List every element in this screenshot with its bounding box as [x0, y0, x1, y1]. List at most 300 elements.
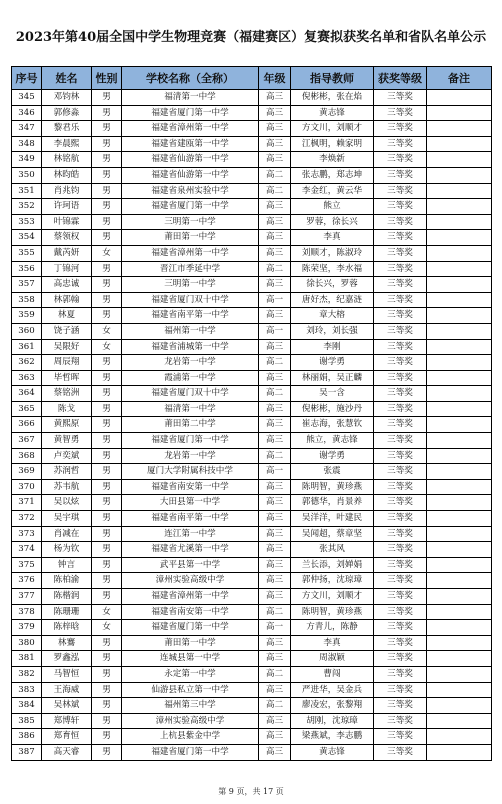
- cell-school: 武平县第一中学: [122, 557, 259, 573]
- cell-school: 福建省厦门双十中学: [122, 386, 259, 402]
- cell-gender: 男: [92, 651, 122, 667]
- cell-index: 387: [12, 744, 42, 760]
- cell-grade: 高二: [259, 698, 291, 714]
- cell-school: 漳州实验高级中学: [122, 713, 259, 729]
- table-row: [12, 245, 492, 261]
- cell-index: 347: [12, 121, 42, 137]
- cell-grade: 高三: [259, 277, 291, 293]
- cell-grade: 高三: [259, 744, 291, 760]
- cell-name: 陈戈: [42, 401, 92, 417]
- table-row: [12, 511, 492, 527]
- column-header-name: 姓名: [42, 67, 92, 90]
- cell-index: 351: [12, 183, 42, 199]
- cell-index: 367: [12, 433, 42, 449]
- cell-grade: 高一: [259, 464, 291, 480]
- cell-gender: 男: [92, 698, 122, 714]
- cell-index: 382: [12, 666, 42, 682]
- cell-name: 林鶱: [42, 635, 92, 651]
- cell-name: 高天睿: [42, 744, 92, 760]
- cell-name: 饶子涵: [42, 323, 92, 339]
- cell-school: 福建省厦门第一中学: [122, 105, 259, 121]
- cell-teacher: 陈荣坚，李水福: [291, 261, 374, 277]
- cell-grade: 高三: [259, 121, 291, 137]
- cell-award: 三等奖: [374, 479, 427, 495]
- cell-index: 377: [12, 589, 42, 605]
- table-row: [12, 698, 492, 714]
- cell-school: 大田县第一中学: [122, 495, 259, 511]
- cell-name: 郑博轩: [42, 713, 92, 729]
- cell-school: 福建省厦门双十中学: [122, 292, 259, 308]
- cell-gender: 男: [92, 635, 122, 651]
- cell-index: 346: [12, 105, 42, 121]
- cell-award: 三等奖: [374, 370, 427, 386]
- cell-award: 三等奖: [374, 214, 427, 230]
- cell-award: 三等奖: [374, 339, 427, 355]
- cell-gender: 女: [92, 339, 122, 355]
- cell-award: 三等奖: [374, 230, 427, 246]
- cell-teacher: 张志鹏，郑志坤: [291, 167, 374, 183]
- cell-gender: 男: [92, 666, 122, 682]
- cell-remarks: [427, 323, 492, 339]
- cell-award: 三等奖: [374, 573, 427, 589]
- cell-grade: 高二: [259, 604, 291, 620]
- cell-name: 毕哲晖: [42, 370, 92, 386]
- table-row: [12, 526, 492, 542]
- table-row: [12, 479, 492, 495]
- cell-remarks: [427, 277, 492, 293]
- cell-gender: 男: [92, 90, 122, 106]
- cell-name: 林夏: [42, 308, 92, 324]
- cell-gender: 男: [92, 261, 122, 277]
- cell-award: 三等奖: [374, 511, 427, 527]
- cell-teacher: 陈明智，黄珍燕: [291, 604, 374, 620]
- cell-school: 莆田第二中学: [122, 417, 259, 433]
- cell-teacher: 廖凌宏，张黎翔: [291, 698, 374, 714]
- cell-teacher: 罗蓉，徐长兴: [291, 214, 374, 230]
- cell-grade: 高三: [259, 729, 291, 745]
- cell-school: 福建省仙游第一中学: [122, 152, 259, 168]
- cell-school: 三明第一中学: [122, 214, 259, 230]
- cell-index: 372: [12, 511, 42, 527]
- cell-index: 368: [12, 448, 42, 464]
- cell-name: 杨为钦: [42, 542, 92, 558]
- cell-grade: 高二: [259, 448, 291, 464]
- cell-gender: 男: [92, 401, 122, 417]
- cell-grade: 高三: [259, 339, 291, 355]
- table-row: [12, 90, 492, 106]
- cell-index: 369: [12, 464, 42, 480]
- column-header-teacher: 指导教师: [291, 67, 374, 90]
- table-row: [12, 666, 492, 682]
- column-header-school: 学校名称（全称）: [122, 67, 259, 90]
- cell-remarks: [427, 479, 492, 495]
- cell-award: 三等奖: [374, 417, 427, 433]
- table-row: [12, 339, 492, 355]
- cell-award: 三等奖: [374, 199, 427, 215]
- cell-remarks: [427, 355, 492, 371]
- cell-school: 永定第一中学: [122, 666, 259, 682]
- cell-school: 龙岩第一中学: [122, 448, 259, 464]
- cell-school: 连城县第一中学: [122, 651, 259, 667]
- cell-teacher: 严进华，吴金兵: [291, 682, 374, 698]
- cell-name: 罗鑫泓: [42, 651, 92, 667]
- cell-grade: 高三: [259, 495, 291, 511]
- cell-index: 359: [12, 308, 42, 324]
- cell-school: 莆田第一中学: [122, 635, 259, 651]
- cell-gender: 女: [92, 245, 122, 261]
- cell-award: 三等奖: [374, 401, 427, 417]
- cell-teacher: 李刚: [291, 339, 374, 355]
- cell-index: 386: [12, 729, 42, 745]
- cell-school: 福建省南安第一中学: [122, 479, 259, 495]
- cell-index: 378: [12, 604, 42, 620]
- table-row: [12, 277, 492, 293]
- cell-grade: 高三: [259, 401, 291, 417]
- cell-award: 三等奖: [374, 495, 427, 511]
- cell-name: 黄智勇: [42, 433, 92, 449]
- cell-teacher: 唐好杰，纪嘉涟: [291, 292, 374, 308]
- cell-index: 350: [12, 167, 42, 183]
- cell-index: 357: [12, 277, 42, 293]
- cell-name: 黄熙原: [42, 417, 92, 433]
- cell-remarks: [427, 651, 492, 667]
- cell-grade: 高一: [259, 323, 291, 339]
- cell-index: 361: [12, 339, 42, 355]
- cell-school: 福建省厦门第一中学: [122, 199, 259, 215]
- cell-index: 370: [12, 479, 42, 495]
- cell-award: 三等奖: [374, 464, 427, 480]
- cell-grade: 高三: [259, 152, 291, 168]
- cell-gender: 男: [92, 152, 122, 168]
- cell-award: 三等奖: [374, 542, 427, 558]
- table-row: [12, 167, 492, 183]
- cell-school: 连江第一中学: [122, 526, 259, 542]
- cell-school: 福清第一中学: [122, 401, 259, 417]
- cell-remarks: [427, 167, 492, 183]
- table-row: [12, 292, 492, 308]
- table-row: [12, 604, 492, 620]
- cell-index: 355: [12, 245, 42, 261]
- cell-gender: 男: [92, 557, 122, 573]
- cell-grade: 高二: [259, 386, 291, 402]
- column-header-gender: 性别: [92, 67, 122, 90]
- cell-gender: 男: [92, 370, 122, 386]
- cell-gender: 男: [92, 464, 122, 480]
- cell-grade: 高二: [259, 666, 291, 682]
- cell-grade: 高三: [259, 479, 291, 495]
- cell-index: 345: [12, 90, 42, 106]
- cell-grade: 高三: [259, 417, 291, 433]
- cell-gender: 男: [92, 479, 122, 495]
- cell-remarks: [427, 183, 492, 199]
- cell-gender: 男: [92, 729, 122, 745]
- cell-name: 邓钧林: [42, 90, 92, 106]
- cell-teacher: 倪彬彬，施沙丹: [291, 401, 374, 417]
- cell-remarks: [427, 386, 492, 402]
- cell-gender: 女: [92, 620, 122, 636]
- cell-school: 厦门大学附属科技中学: [122, 464, 259, 480]
- cell-award: 三等奖: [374, 557, 427, 573]
- cell-name: 钟言: [42, 557, 92, 573]
- table-row: [12, 729, 492, 745]
- cell-teacher: 倪彬彬，张在焰: [291, 90, 374, 106]
- cell-remarks: [427, 370, 492, 386]
- cell-school: 福建省厦门第一中学: [122, 620, 259, 636]
- cell-teacher: 李焕新: [291, 152, 374, 168]
- cell-grade: 高一: [259, 292, 291, 308]
- cell-award: 三等奖: [374, 292, 427, 308]
- cell-teacher: 吴闻超，蔡章坚: [291, 526, 374, 542]
- cell-school: 福建省仙游第一中学: [122, 167, 259, 183]
- cell-grade: 高三: [259, 230, 291, 246]
- cell-name: 吴宇琪: [42, 511, 92, 527]
- cell-remarks: [427, 464, 492, 480]
- cell-remarks: [427, 417, 492, 433]
- cell-grade: 高三: [259, 526, 291, 542]
- cell-teacher: 黄志锋: [291, 744, 374, 760]
- cell-name: 周辰翔: [42, 355, 92, 371]
- cell-school: 福建省南安第一中学: [122, 604, 259, 620]
- cell-index: 353: [12, 214, 42, 230]
- cell-award: 三等奖: [374, 698, 427, 714]
- table-row: [12, 744, 492, 760]
- cell-remarks: [427, 604, 492, 620]
- cell-index: 362: [12, 355, 42, 371]
- cell-index: 356: [12, 261, 42, 277]
- cell-award: 三等奖: [374, 355, 427, 371]
- cell-teacher: 熊立，黄志锋: [291, 433, 374, 449]
- cell-gender: 男: [92, 183, 122, 199]
- cell-gender: 男: [92, 495, 122, 511]
- cell-teacher: 谢学勇: [291, 355, 374, 371]
- cell-teacher: 刘顺才，陈淑玲: [291, 245, 374, 261]
- cell-teacher: 李真: [291, 635, 374, 651]
- cell-gender: 男: [92, 542, 122, 558]
- cell-teacher: 胡刚，沈琼璋: [291, 713, 374, 729]
- cell-award: 三等奖: [374, 682, 427, 698]
- cell-index: 380: [12, 635, 42, 651]
- cell-remarks: [427, 526, 492, 542]
- cell-grade: 高三: [259, 199, 291, 215]
- cell-gender: 男: [92, 230, 122, 246]
- cell-name: 李晨熙: [42, 136, 92, 152]
- cell-award: 三等奖: [374, 651, 427, 667]
- cell-name: 林铭航: [42, 152, 92, 168]
- cell-school: 福建省漳州第一中学: [122, 589, 259, 605]
- cell-gender: 男: [92, 199, 122, 215]
- cell-grade: 高三: [259, 511, 291, 527]
- table-row: [12, 448, 492, 464]
- cell-remarks: [427, 729, 492, 745]
- cell-gender: 男: [92, 433, 122, 449]
- table-row: [12, 542, 492, 558]
- cell-gender: 男: [92, 308, 122, 324]
- cell-remarks: [427, 401, 492, 417]
- cell-grade: 高二: [259, 167, 291, 183]
- table-row: [12, 682, 492, 698]
- table-row: [12, 573, 492, 589]
- cell-index: 360: [12, 323, 42, 339]
- cell-gender: 男: [92, 277, 122, 293]
- cell-award: 三等奖: [374, 744, 427, 760]
- cell-name: 马智恒: [42, 666, 92, 682]
- cell-teacher: 熊立: [291, 199, 374, 215]
- cell-remarks: [427, 744, 492, 760]
- cell-name: 陈珊珊: [42, 604, 92, 620]
- cell-remarks: [427, 230, 492, 246]
- cell-teacher: 吴洋洋，叶建民: [291, 511, 374, 527]
- cell-index: 371: [12, 495, 42, 511]
- table-row: [12, 355, 492, 371]
- cell-remarks: [427, 448, 492, 464]
- cell-remarks: [427, 635, 492, 651]
- cell-teacher: 陈明智，黄珍燕: [291, 479, 374, 495]
- table-row: [12, 557, 492, 573]
- cell-grade: 高三: [259, 433, 291, 449]
- cell-teacher: 江枫明，赖家明: [291, 136, 374, 152]
- table-row: [12, 651, 492, 667]
- cell-gender: 男: [92, 121, 122, 137]
- cell-award: 三等奖: [374, 604, 427, 620]
- cell-teacher: 郭仲扬，沈琼璋: [291, 573, 374, 589]
- cell-school: 上杭县紫金中学: [122, 729, 259, 745]
- cell-index: 366: [12, 417, 42, 433]
- cell-school: 福建省尤溪第一中学: [122, 542, 259, 558]
- cell-index: 374: [12, 542, 42, 558]
- cell-index: 363: [12, 370, 42, 386]
- table-row: [12, 105, 492, 121]
- cell-gender: 男: [92, 682, 122, 698]
- page-title: 2023年第40届全国中学生物理竞赛（福建赛区）复赛拟获奖名单和省队名单公示: [15, 30, 487, 45]
- table-row: [12, 620, 492, 636]
- cell-name: 吴以炫: [42, 495, 92, 511]
- cell-name: 陈梓晗: [42, 620, 92, 636]
- cell-remarks: [427, 105, 492, 121]
- cell-award: 三等奖: [374, 713, 427, 729]
- table-row: [12, 199, 492, 215]
- cell-index: 376: [12, 573, 42, 589]
- cell-gender: 男: [92, 589, 122, 605]
- cell-school: 漳州实验高级中学: [122, 573, 259, 589]
- cell-grade: 高三: [259, 682, 291, 698]
- page-footer: 第 9 页，共 17 页: [218, 787, 284, 796]
- cell-school: 福建省南平第一中学: [122, 511, 259, 527]
- cell-school: 福清第一中学: [122, 90, 259, 106]
- cell-index: 365: [12, 401, 42, 417]
- cell-index: 383: [12, 682, 42, 698]
- cell-index: 375: [12, 557, 42, 573]
- cell-award: 三等奖: [374, 448, 427, 464]
- cell-gender: 男: [92, 214, 122, 230]
- cell-teacher: 林丽娟，吴正麟: [291, 370, 374, 386]
- cell-teacher: 李金红，黄云华: [291, 183, 374, 199]
- cell-teacher: 章大榕: [291, 308, 374, 324]
- table-row: [12, 401, 492, 417]
- cell-remarks: [427, 339, 492, 355]
- cell-award: 三等奖: [374, 635, 427, 651]
- table-row: [12, 464, 492, 480]
- cell-school: 龙岩第一中学: [122, 355, 259, 371]
- column-header-grade: 年级: [259, 67, 291, 90]
- cell-name: 苏润哲: [42, 464, 92, 480]
- cell-remarks: [427, 261, 492, 277]
- cell-name: 林昀皓: [42, 167, 92, 183]
- cell-school: 福建省建瓯第一中学: [122, 136, 259, 152]
- cell-index: 384: [12, 698, 42, 714]
- table-row: [12, 589, 492, 605]
- table-row: [12, 230, 492, 246]
- column-header-remarks: 备注: [427, 67, 492, 90]
- cell-school: 福州第一中学: [122, 323, 259, 339]
- cell-remarks: [427, 589, 492, 605]
- cell-teacher: 张震: [291, 464, 374, 480]
- column-header-award: 获奖等级: [374, 67, 427, 90]
- cell-remarks: [427, 90, 492, 106]
- cell-grade: 高三: [259, 308, 291, 324]
- cell-name: 蔡铭洲: [42, 386, 92, 402]
- cell-index: 373: [12, 526, 42, 542]
- cell-gender: 女: [92, 323, 122, 339]
- cell-gender: 男: [92, 511, 122, 527]
- table-row: [12, 214, 492, 230]
- cell-teacher: 周淑颖: [291, 651, 374, 667]
- cell-teacher: 谢学勇: [291, 448, 374, 464]
- cell-award: 三等奖: [374, 90, 427, 106]
- cell-grade: 高三: [259, 713, 291, 729]
- cell-gender: 男: [92, 744, 122, 760]
- cell-name: 肖兆钧: [42, 183, 92, 199]
- cell-name: 林郭翰: [42, 292, 92, 308]
- cell-index: 381: [12, 651, 42, 667]
- cell-grade: 高三: [259, 214, 291, 230]
- cell-remarks: [427, 199, 492, 215]
- table-row: [12, 495, 492, 511]
- cell-name: 吴限好: [42, 339, 92, 355]
- cell-index: 379: [12, 620, 42, 636]
- table-row: [12, 433, 492, 449]
- cell-award: 三等奖: [374, 245, 427, 261]
- cell-remarks: [427, 495, 492, 511]
- cell-name: 郑育恒: [42, 729, 92, 745]
- cell-grade: 高三: [259, 557, 291, 573]
- cell-name: 苏韦航: [42, 479, 92, 495]
- cell-award: 三等奖: [374, 167, 427, 183]
- cell-award: 三等奖: [374, 261, 427, 277]
- table-row: [12, 308, 492, 324]
- cell-teacher: 徐长兴，罗蓉: [291, 277, 374, 293]
- cell-teacher: 吴一含: [291, 386, 374, 402]
- cell-remarks: [427, 713, 492, 729]
- table-row: [12, 323, 492, 339]
- cell-school: 仙游县私立第一中学: [122, 682, 259, 698]
- cell-remarks: [427, 308, 492, 324]
- cell-award: 三等奖: [374, 121, 427, 137]
- awards-table: [11, 66, 492, 761]
- cell-remarks: [427, 698, 492, 714]
- cell-remarks: [427, 121, 492, 137]
- cell-gender: 男: [92, 448, 122, 464]
- cell-name: 陈柏渝: [42, 573, 92, 589]
- cell-remarks: [427, 620, 492, 636]
- cell-name: 叶锦霖: [42, 214, 92, 230]
- table-row: [12, 370, 492, 386]
- cell-gender: 男: [92, 167, 122, 183]
- cell-remarks: [427, 292, 492, 308]
- cell-award: 三等奖: [374, 152, 427, 168]
- cell-award: 三等奖: [374, 666, 427, 682]
- cell-remarks: [427, 573, 492, 589]
- cell-school: 福建省泉州实验中学: [122, 183, 259, 199]
